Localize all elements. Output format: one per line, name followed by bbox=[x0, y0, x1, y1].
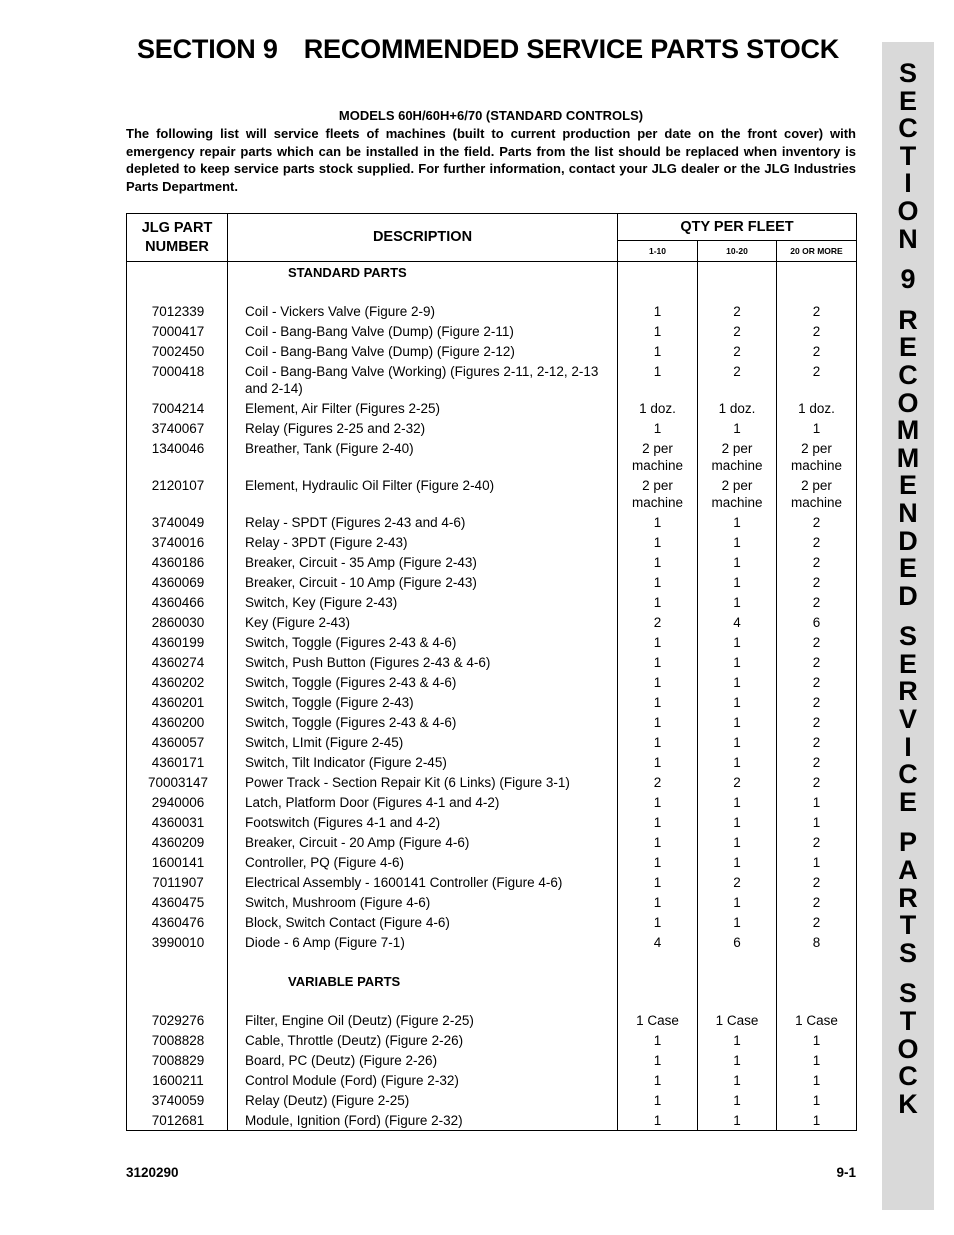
part-number: 4360186 bbox=[127, 552, 228, 572]
qty-1-10: 1 bbox=[618, 1050, 698, 1070]
intro-paragraph: The following list will service fleets of machines (built to current production per date on the front cover) with emergency repair parts which can be installed in the field. Parts from the list should be replaced when inventory is depleted to keep service parts stock supplied. For further information, contact your JLG dealer or the JLG Industries Parts Department. bbox=[126, 126, 856, 194]
part-number: 7008829 bbox=[127, 1050, 228, 1070]
side-tab-letter: P bbox=[898, 827, 917, 858]
part-description: Breather, Tank (Figure 2-40) bbox=[228, 438, 618, 475]
table-row bbox=[127, 592, 857, 612]
qty-10-20: 1 bbox=[698, 632, 777, 652]
qty-1-10: 1 bbox=[618, 672, 698, 692]
qty-20-more: 2 bbox=[777, 912, 857, 932]
part-number: 3740059 bbox=[127, 1090, 228, 1110]
qty-20-more: 6 bbox=[777, 612, 857, 632]
table-row bbox=[127, 792, 857, 812]
part-number: 4360069 bbox=[127, 572, 228, 592]
side-tab-text bbox=[882, 60, 934, 1118]
part-description: Coil - Bang-Bang Valve (Dump) (Figure 2-11) bbox=[228, 321, 618, 341]
qty-20-more: 2 bbox=[777, 301, 857, 321]
qty-20-more: 2 bbox=[777, 712, 857, 732]
side-tab-letter: R bbox=[898, 676, 918, 707]
table-row bbox=[127, 752, 857, 772]
part-number: 4360201 bbox=[127, 692, 228, 712]
part-description: Switch, Push Button (Figures 2-43 & 4-6) bbox=[228, 652, 618, 672]
qty-10-20: 1 bbox=[698, 672, 777, 692]
parts-table bbox=[126, 213, 857, 1131]
qty-1-10: 1 bbox=[618, 632, 698, 652]
part-number: 1600141 bbox=[127, 852, 228, 872]
table-row bbox=[127, 892, 857, 912]
qty-10-20: 2 bbox=[698, 872, 777, 892]
part-description: Switch, Mushroom (Figure 4-6) bbox=[228, 892, 618, 912]
qty-10-20: 1 bbox=[698, 552, 777, 572]
part-description: Switch, Tilt Indicator (Figure 2-45) bbox=[228, 752, 618, 772]
qty-20-more: 8 bbox=[777, 932, 857, 952]
qty-1-10: 1 bbox=[618, 1070, 698, 1090]
empty-cell bbox=[228, 952, 618, 971]
qty-20-more: 1 bbox=[777, 1090, 857, 1110]
part-description: Filter, Engine Oil (Deutz) (Figure 2-25) bbox=[228, 1010, 618, 1030]
qty-20-more: 2 bbox=[777, 752, 857, 772]
part-description: Coil - Vickers Valve (Figure 2-9) bbox=[228, 301, 618, 321]
table-row bbox=[127, 632, 857, 652]
part-number: 7002450 bbox=[127, 341, 228, 361]
part-number: 7000418 bbox=[127, 361, 228, 398]
qty-1-10: 1 bbox=[618, 512, 698, 532]
part-description: Breaker, Circuit - 10 Amp (Figure 2-43) bbox=[228, 572, 618, 592]
qty-1-10: 1 bbox=[618, 892, 698, 912]
qty-10-20: 4 bbox=[698, 612, 777, 632]
part-description: Cable, Throttle (Deutz) (Figure 2-26) bbox=[228, 1030, 618, 1050]
qty-20-more: 1 bbox=[777, 812, 857, 832]
table-row bbox=[127, 1090, 857, 1110]
empty-cell bbox=[777, 971, 857, 991]
parts-table-body bbox=[127, 262, 857, 1131]
qty-20-more: 2 bbox=[777, 341, 857, 361]
table-row bbox=[127, 572, 857, 592]
qty-10-20: 2 bbox=[698, 772, 777, 792]
qty-10-20: 6 bbox=[698, 932, 777, 952]
table-row bbox=[127, 475, 857, 512]
part-number: 1340046 bbox=[127, 438, 228, 475]
part-number: 7029276 bbox=[127, 1010, 228, 1030]
side-tab-letter: I bbox=[904, 731, 912, 762]
side-tab-letter: E bbox=[898, 332, 917, 363]
header-qty-per-fleet: QTY PER FLEET bbox=[618, 214, 857, 241]
table-row bbox=[127, 692, 857, 712]
qty-10-20: 1 bbox=[698, 512, 777, 532]
side-tab-letter: S bbox=[898, 621, 917, 652]
side-tab-letter: 9 bbox=[900, 264, 916, 295]
part-description: Electrical Assembly - 1600141 Controller (Figure 4-6) bbox=[228, 872, 618, 892]
side-tab-letter: N bbox=[898, 223, 918, 254]
part-number: 70003147 bbox=[127, 772, 228, 792]
side-tab-letter: S bbox=[898, 978, 917, 1009]
table-row bbox=[127, 832, 857, 852]
qty-10-20: 2 per machine bbox=[698, 475, 777, 512]
qty-1-10: 1 bbox=[618, 792, 698, 812]
side-tab-letter: E bbox=[898, 470, 917, 501]
section-label: SECTION 9 bbox=[137, 34, 278, 64]
qty-1-10: 4 bbox=[618, 932, 698, 952]
qty-1-10: 1 bbox=[618, 852, 698, 872]
qty-20-more: 1 bbox=[777, 1030, 857, 1050]
qty-10-20: 1 bbox=[698, 1050, 777, 1070]
section-heading: VARIABLE PARTS bbox=[228, 971, 618, 991]
part-description: Relay - 3PDT (Figure 2-43) bbox=[228, 532, 618, 552]
side-tab-letter: O bbox=[897, 387, 919, 418]
part-description: Breaker, Circuit - 35 Amp (Figure 2-43) bbox=[228, 552, 618, 572]
qty-1-10: 1 Case bbox=[618, 1010, 698, 1030]
part-number: 4360031 bbox=[127, 812, 228, 832]
header-part-number: JLG PART NUMBER bbox=[127, 214, 228, 262]
table-row bbox=[127, 1050, 857, 1070]
empty-cell bbox=[698, 262, 777, 283]
side-tab-letter: M bbox=[896, 442, 920, 473]
qty-10-20: 2 bbox=[698, 321, 777, 341]
side-tab-letter: V bbox=[898, 704, 917, 735]
table-row bbox=[127, 321, 857, 341]
empty-cell bbox=[777, 952, 857, 971]
table-row bbox=[127, 612, 857, 632]
qty-10-20: 2 bbox=[698, 341, 777, 361]
side-tab-letter: T bbox=[899, 1006, 917, 1036]
table-row bbox=[127, 732, 857, 752]
side-tab-letter: E bbox=[898, 648, 917, 679]
qty-1-10: 2 bbox=[618, 772, 698, 792]
section-title: RECOMMENDED SERVICE PARTS STOCK bbox=[303, 34, 840, 64]
empty-cell bbox=[777, 282, 857, 301]
table-row bbox=[127, 1010, 857, 1030]
table-row bbox=[127, 672, 857, 692]
qty-20-more: 2 bbox=[777, 532, 857, 552]
qty-1-10: 1 bbox=[618, 1110, 698, 1131]
qty-10-20: 1 Case bbox=[698, 1010, 777, 1030]
part-description: Footswitch (Figures 4-1 and 4-2) bbox=[228, 812, 618, 832]
part-description: Switch, Toggle (Figure 2-43) bbox=[228, 692, 618, 712]
qty-1-10: 2 bbox=[618, 612, 698, 632]
qty-10-20: 1 bbox=[698, 692, 777, 712]
part-description: Switch, LImit (Figure 2-45) bbox=[228, 732, 618, 752]
qty-1-10: 1 bbox=[618, 592, 698, 612]
part-number: 4360199 bbox=[127, 632, 228, 652]
table-row bbox=[127, 932, 857, 952]
qty-20-more: 2 bbox=[777, 832, 857, 852]
spacer-row bbox=[127, 282, 857, 301]
side-tab-letter: E bbox=[898, 553, 917, 584]
part-number: 4360466 bbox=[127, 592, 228, 612]
part-number: 1600211 bbox=[127, 1070, 228, 1090]
spacer-row bbox=[127, 952, 857, 971]
qty-1-10: 1 bbox=[618, 418, 698, 438]
side-tab-letter: C bbox=[898, 1061, 918, 1092]
qty-20-more: 1 bbox=[777, 1110, 857, 1131]
part-number: 7008828 bbox=[127, 1030, 228, 1050]
side-tab-letter: S bbox=[898, 58, 917, 88]
empty-cell bbox=[618, 991, 698, 1010]
qty-20-more: 2 bbox=[777, 632, 857, 652]
side-tab-letter: K bbox=[898, 1088, 918, 1119]
side-tab-letter: C bbox=[898, 759, 918, 790]
part-number: 4360171 bbox=[127, 752, 228, 772]
qty-10-20: 1 bbox=[698, 912, 777, 932]
part-number: 3740067 bbox=[127, 418, 228, 438]
qty-20-more: 2 bbox=[777, 592, 857, 612]
side-tab-letter: S bbox=[898, 937, 917, 968]
part-description: Breaker, Circuit - 20 Amp (Figure 4-6) bbox=[228, 832, 618, 852]
qty-20-more: 1 doz. bbox=[777, 398, 857, 418]
section-heading-row bbox=[127, 262, 857, 283]
empty-cell bbox=[228, 282, 618, 301]
qty-20-more: 1 bbox=[777, 418, 857, 438]
table-row bbox=[127, 552, 857, 572]
part-description: Diode - 6 Amp (Figure 7-1) bbox=[228, 932, 618, 952]
qty-20-more: 2 bbox=[777, 772, 857, 792]
side-tab-letter: I bbox=[904, 168, 912, 199]
side-tab-letter: A bbox=[898, 855, 918, 886]
part-description: Switch, Toggle (Figures 2-43 & 4-6) bbox=[228, 672, 618, 692]
qty-10-20: 1 bbox=[698, 1070, 777, 1090]
part-number: 2940006 bbox=[127, 792, 228, 812]
empty-cell bbox=[127, 282, 228, 301]
qty-20-more: 1 bbox=[777, 1050, 857, 1070]
part-description: Board, PC (Deutz) (Figure 2-26) bbox=[228, 1050, 618, 1070]
qty-20-more: 2 bbox=[777, 552, 857, 572]
part-description: Relay - SPDT (Figures 2-43 and 4-6) bbox=[228, 512, 618, 532]
qty-10-20: 2 per machine bbox=[698, 438, 777, 475]
table-row bbox=[127, 812, 857, 832]
empty-cell bbox=[777, 991, 857, 1010]
qty-1-10: 1 bbox=[618, 652, 698, 672]
qty-10-20: 1 bbox=[698, 532, 777, 552]
part-number: 2120107 bbox=[127, 475, 228, 512]
empty-cell bbox=[698, 971, 777, 991]
side-tab-letter: E bbox=[898, 786, 917, 817]
empty-cell bbox=[777, 262, 857, 283]
qty-10-20: 1 bbox=[698, 1030, 777, 1050]
qty-20-more: 2 bbox=[777, 872, 857, 892]
qty-20-more: 1 bbox=[777, 852, 857, 872]
qty-1-10: 1 bbox=[618, 1090, 698, 1110]
empty-cell bbox=[618, 971, 698, 991]
part-description: Element, Air Filter (Figures 2-25) bbox=[228, 398, 618, 418]
table-row bbox=[127, 361, 857, 398]
qty-20-more: 2 bbox=[777, 732, 857, 752]
qty-1-10: 1 doz. bbox=[618, 398, 698, 418]
part-description: Control Module (Ford) (Figure 2-32) bbox=[228, 1070, 618, 1090]
qty-10-20: 1 bbox=[698, 892, 777, 912]
empty-cell bbox=[698, 991, 777, 1010]
page-number: 9-1 bbox=[836, 1165, 856, 1180]
qty-1-10: 1 bbox=[618, 752, 698, 772]
part-description: Controller, PQ (Figure 4-6) bbox=[228, 852, 618, 872]
qty-10-20: 1 bbox=[698, 852, 777, 872]
table-row bbox=[127, 418, 857, 438]
qty-1-10: 1 bbox=[618, 361, 698, 398]
part-description: Block, Switch Contact (Figure 4-6) bbox=[228, 912, 618, 932]
qty-1-10: 1 bbox=[618, 552, 698, 572]
header-fleet-10-20: 10-20 bbox=[698, 241, 777, 262]
qty-10-20: 1 bbox=[698, 752, 777, 772]
qty-10-20: 1 bbox=[698, 832, 777, 852]
part-number: 4360476 bbox=[127, 912, 228, 932]
part-number: 3740016 bbox=[127, 532, 228, 552]
qty-20-more: 1 bbox=[777, 792, 857, 812]
part-number: 4360057 bbox=[127, 732, 228, 752]
qty-1-10: 2 per machine bbox=[618, 475, 698, 512]
part-description: Relay (Figures 2-25 and 2-32) bbox=[228, 418, 618, 438]
table-row bbox=[127, 872, 857, 892]
empty-cell bbox=[127, 971, 228, 991]
qty-1-10: 1 bbox=[618, 872, 698, 892]
part-number: 2860030 bbox=[127, 612, 228, 632]
part-number: 3990010 bbox=[127, 932, 228, 952]
qty-20-more: 2 bbox=[777, 892, 857, 912]
qty-10-20: 1 bbox=[698, 812, 777, 832]
part-number: 7011907 bbox=[127, 872, 228, 892]
qty-10-20: 1 bbox=[698, 418, 777, 438]
qty-10-20: 1 bbox=[698, 652, 777, 672]
qty-1-10: 1 bbox=[618, 321, 698, 341]
table-row bbox=[127, 1030, 857, 1050]
empty-cell bbox=[618, 282, 698, 301]
qty-1-10: 1 bbox=[618, 832, 698, 852]
part-description: Switch, Toggle (Figures 2-43 & 4-6) bbox=[228, 632, 618, 652]
table-row bbox=[127, 1110, 857, 1131]
qty-1-10: 1 bbox=[618, 912, 698, 932]
empty-cell bbox=[698, 952, 777, 971]
qty-20-more: 2 bbox=[777, 572, 857, 592]
qty-10-20: 1 bbox=[698, 712, 777, 732]
qty-1-10: 1 bbox=[618, 341, 698, 361]
table-row bbox=[127, 438, 857, 475]
part-description: Coil - Bang-Bang Valve (Dump) (Figure 2-12) bbox=[228, 341, 618, 361]
qty-1-10: 1 bbox=[618, 1030, 698, 1050]
qty-1-10: 1 bbox=[618, 732, 698, 752]
part-number: 4360202 bbox=[127, 672, 228, 692]
empty-cell bbox=[618, 952, 698, 971]
side-tab-letter: C bbox=[898, 113, 918, 144]
qty-20-more: 1 bbox=[777, 1070, 857, 1090]
side-tab-letter: O bbox=[897, 1033, 919, 1064]
header-fleet-1-10: 1-10 bbox=[618, 241, 698, 262]
qty-1-10: 1 bbox=[618, 692, 698, 712]
table-row bbox=[127, 532, 857, 552]
qty-1-10: 1 bbox=[618, 532, 698, 552]
doc-number: 3120290 bbox=[126, 1165, 179, 1180]
table-row bbox=[127, 652, 857, 672]
part-description: Element, Hydraulic Oil Filter (Figure 2-40) bbox=[228, 475, 618, 512]
empty-cell bbox=[127, 952, 228, 971]
table-row bbox=[127, 301, 857, 321]
table-row bbox=[127, 912, 857, 932]
qty-10-20: 1 bbox=[698, 732, 777, 752]
part-number: 4360209 bbox=[127, 832, 228, 852]
part-number: 4360274 bbox=[127, 652, 228, 672]
qty-1-10: 1 bbox=[618, 712, 698, 732]
part-number: 7012339 bbox=[127, 301, 228, 321]
qty-1-10: 1 bbox=[618, 812, 698, 832]
part-number: 7000417 bbox=[127, 321, 228, 341]
qty-20-more: 2 bbox=[777, 361, 857, 398]
side-tab-letter: R bbox=[898, 304, 918, 335]
qty-10-20: 2 bbox=[698, 361, 777, 398]
side-tab-letter: T bbox=[899, 910, 917, 941]
qty-10-20: 1 bbox=[698, 1090, 777, 1110]
part-description: Switch, Key (Figure 2-43) bbox=[228, 592, 618, 612]
qty-10-20: 2 bbox=[698, 301, 777, 321]
qty-20-more: 2 bbox=[777, 652, 857, 672]
qty-10-20: 1 bbox=[698, 792, 777, 812]
empty-cell bbox=[228, 991, 618, 1010]
qty-20-more: 2 bbox=[777, 692, 857, 712]
empty-cell bbox=[127, 262, 228, 283]
side-tab-letter: M bbox=[896, 415, 920, 446]
qty-1-10: 2 per machine bbox=[618, 438, 698, 475]
side-tab-letter: T bbox=[899, 140, 917, 171]
qty-20-more: 2 per machine bbox=[777, 438, 857, 475]
part-description: Module, Ignition (Ford) (Figure 2-32) bbox=[228, 1110, 618, 1131]
qty-20-more: 2 per machine bbox=[777, 475, 857, 512]
part-description: Relay (Deutz) (Figure 2-25) bbox=[228, 1090, 618, 1110]
part-number: 3740049 bbox=[127, 512, 228, 532]
section-side-tab bbox=[882, 42, 934, 1210]
part-description: Switch, Toggle (Figures 2-43 & 4-6) bbox=[228, 712, 618, 732]
table-row bbox=[127, 512, 857, 532]
side-tab-letter: O bbox=[897, 195, 919, 226]
qty-10-20: 1 doz. bbox=[698, 398, 777, 418]
side-tab-letter: C bbox=[898, 359, 918, 390]
empty-cell bbox=[618, 262, 698, 283]
table-row bbox=[127, 772, 857, 792]
table-row bbox=[127, 398, 857, 418]
qty-20-more: 2 bbox=[777, 512, 857, 532]
qty-20-more: 2 bbox=[777, 321, 857, 341]
part-number: 4360475 bbox=[127, 892, 228, 912]
models-heading: MODELS 60H/60H+6/70 (STANDARD CONTROLS) bbox=[338, 108, 644, 123]
page-title bbox=[137, 34, 839, 65]
qty-10-20: 1 bbox=[698, 1110, 777, 1131]
part-number: 4360200 bbox=[127, 712, 228, 732]
header-description: DESCRIPTION bbox=[228, 214, 618, 262]
side-tab-letter: D bbox=[898, 580, 918, 611]
side-tab-letter: E bbox=[898, 85, 917, 116]
empty-cell bbox=[698, 282, 777, 301]
qty-20-more: 1 Case bbox=[777, 1010, 857, 1030]
section-heading: STANDARD PARTS bbox=[228, 262, 618, 283]
qty-20-more: 2 bbox=[777, 672, 857, 692]
side-tab-letter: D bbox=[898, 525, 918, 556]
part-number: 7012681 bbox=[127, 1110, 228, 1131]
part-description: Coil - Bang-Bang Valve (Working) (Figures 2-11, 2-12, 2-13 and 2-14) bbox=[228, 361, 618, 398]
part-description: Latch, Platform Door (Figures 4-1 and 4-2) bbox=[228, 792, 618, 812]
part-description: Key (Figure 2-43) bbox=[228, 612, 618, 632]
table-row bbox=[127, 712, 857, 732]
qty-1-10: 1 bbox=[618, 572, 698, 592]
part-description: Power Track - Section Repair Kit (6 Links) (Figure 3-1) bbox=[228, 772, 618, 792]
section-heading-row bbox=[127, 971, 857, 991]
qty-10-20: 1 bbox=[698, 572, 777, 592]
table-row bbox=[127, 1070, 857, 1090]
qty-1-10: 1 bbox=[618, 301, 698, 321]
part-number: 7004214 bbox=[127, 398, 228, 418]
header-fleet-20-more: 20 OR MORE bbox=[777, 241, 857, 262]
side-tab-letter: N bbox=[898, 497, 918, 528]
table-row bbox=[127, 852, 857, 872]
qty-10-20: 1 bbox=[698, 592, 777, 612]
spacer-row bbox=[127, 991, 857, 1010]
table-row bbox=[127, 341, 857, 361]
side-tab-letter: R bbox=[898, 882, 918, 913]
empty-cell bbox=[127, 991, 228, 1010]
